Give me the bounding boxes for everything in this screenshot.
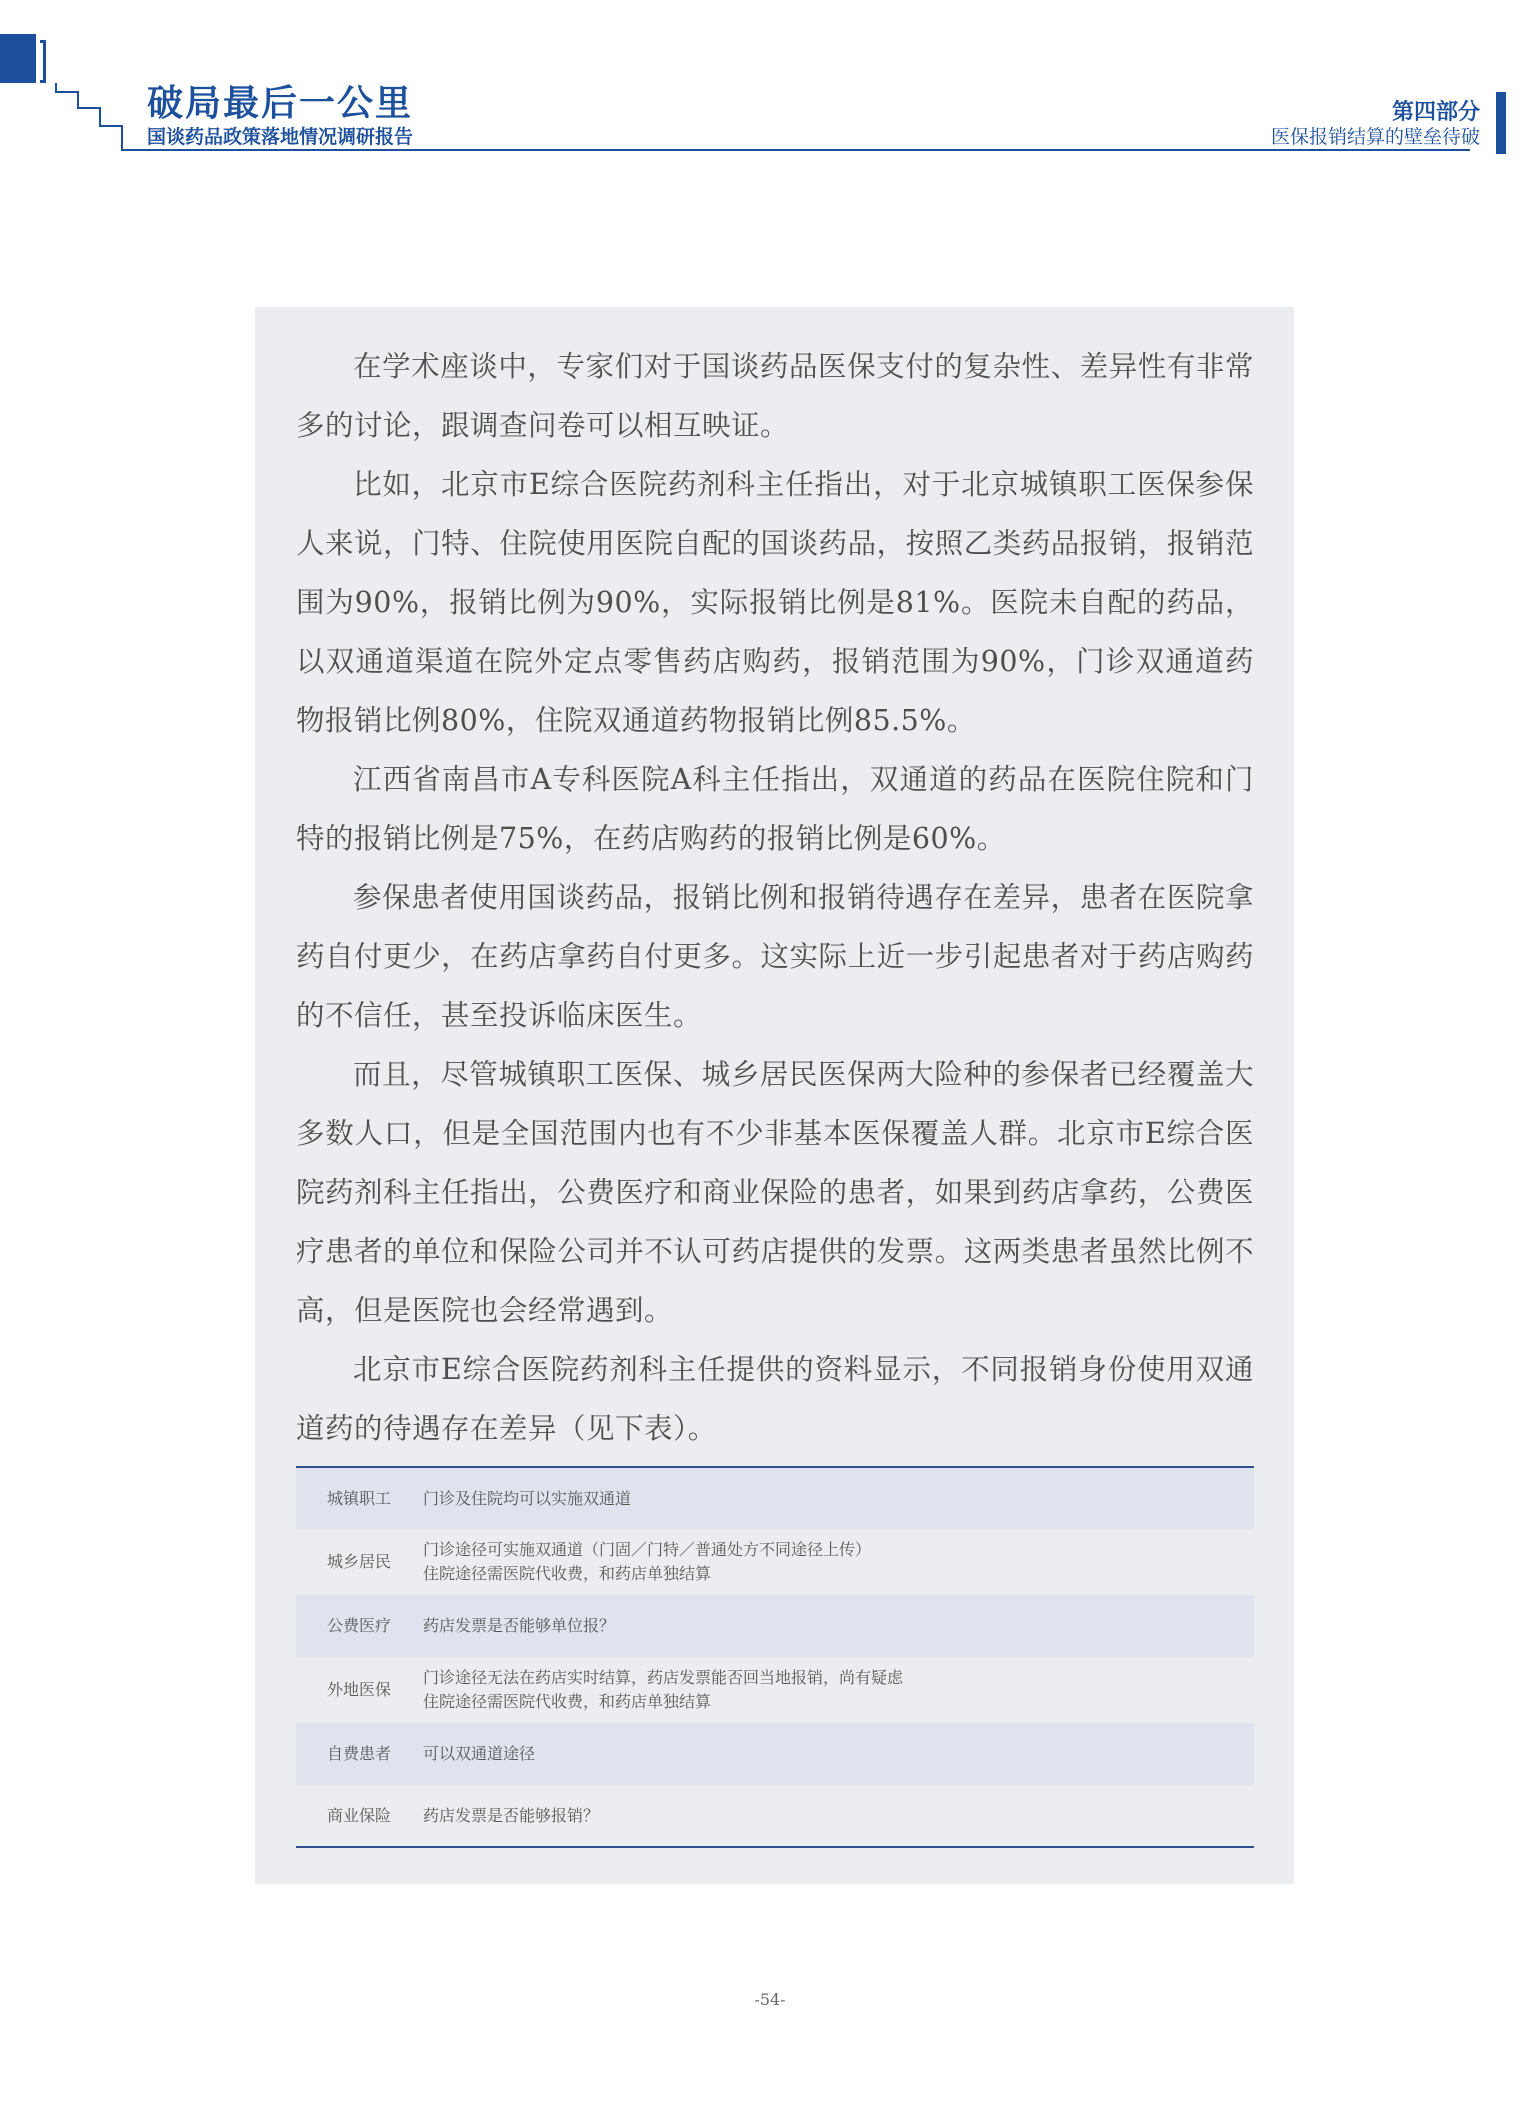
table-row: [296, 1467, 1254, 1529]
paragraph: 参保患者使用国谈药品，报销比例和报销待遇存在差异，患者在医院拿药自付更少，在药店拿药自付更多。这实际上近一步引起患者对于药店购药的不信任，甚至投诉临床医生。: [296, 881, 1254, 1032]
part-subtitle: 医保报销结算的壁垒待破: [1270, 126, 1480, 148]
table-cell-description: 门诊途径无法在药店实时结算，药店发票能否回当地报销，尚有疑虑 住院途径需医院代收费，和药店单独结算: [423, 1657, 1254, 1723]
report-header: [147, 84, 413, 148]
table-row: [296, 1595, 1254, 1657]
table-row: [296, 1657, 1254, 1723]
part-title: 第四部分: [1391, 100, 1480, 125]
section-marker-bar: [1496, 92, 1506, 154]
table-cell-description: 药店发票是否能够单位报？: [423, 1595, 1254, 1657]
paragraph: 而且，尽管城镇职工医保、城乡居民医保两大险种的参保者已经覆盖大多数人口，但是全国范围内也有不少非基本医保覆盖人群。北京市E综合医院药剂科主任指出，公费医疗和商业保险的患者，如果到药店拿药，公费医疗患者的单位和保险公司并不认可药店提供的发票。这两类患者虽然比例不高，但是医院也会经常遇到。: [296, 1058, 1254, 1327]
table-cell-description: 门诊及住院均可以实施双通道: [423, 1467, 1254, 1529]
paragraph: 在学术座谈中，专家们对于国谈药品医保支付的复杂性、差异性有非常多的讨论，跟调查问卷可以相互映证。: [296, 350, 1254, 442]
table-row: [296, 1723, 1254, 1785]
content-panel: [255, 307, 1294, 1884]
body-text: [296, 337, 1254, 1458]
table-cell-description: 可以双通道途径: [423, 1723, 1254, 1785]
paragraph: 北京市E综合医院药剂科主任提供的资料显示，不同报销身份使用双通道药的待遇存在差异（见下表）。: [296, 1353, 1254, 1445]
table-row: [296, 1785, 1254, 1847]
section-header: [1271, 100, 1480, 148]
table-cell-category: 外地医保: [296, 1657, 423, 1723]
reimbursement-table: [296, 1466, 1254, 1848]
table-cell-description: 门诊途径可实施双通道（门固／门特／普通处方不同途径上传） 住院途径需医院代收费，和药店单独结算: [423, 1529, 1254, 1595]
report-subtitle: 国谈药品政策落地情况调研报告: [147, 126, 414, 148]
paragraph: 江西省南昌市A专科医院A科主任指出，双通道的药品在医院住院和门特的报销比例是75%，在药店购药的报销比例是60%。: [296, 763, 1254, 855]
report-title: 破局最后一公里: [147, 83, 414, 124]
paragraph: 比如，北京市E综合医院药剂科主任指出，对于北京城镇职工医保参保人来说，门特、住院使用医院自配的国谈药品，按照乙类药品报销，报销范围为90%，报销比例为90%，实际报销比例是81%。医院未自配的药品，以双通道渠道在院外定点零售药店购药，报销范围为90%，门诊双通道药物报销比例80%，住院双通道药物报销比例85.5%。: [296, 468, 1254, 737]
table-cell-category: 公费医疗: [296, 1595, 423, 1657]
table-cell-category: 城乡居民: [296, 1529, 423, 1595]
table-cell-category: 自费患者: [296, 1723, 423, 1785]
page-number: -54-: [754, 1990, 786, 2009]
table-cell-description: 药店发票是否能够报销？: [423, 1785, 1254, 1847]
table-cell-category: 商业保险: [296, 1785, 423, 1847]
table-row: [296, 1529, 1254, 1595]
table-cell-category: 城镇职工: [296, 1467, 423, 1529]
